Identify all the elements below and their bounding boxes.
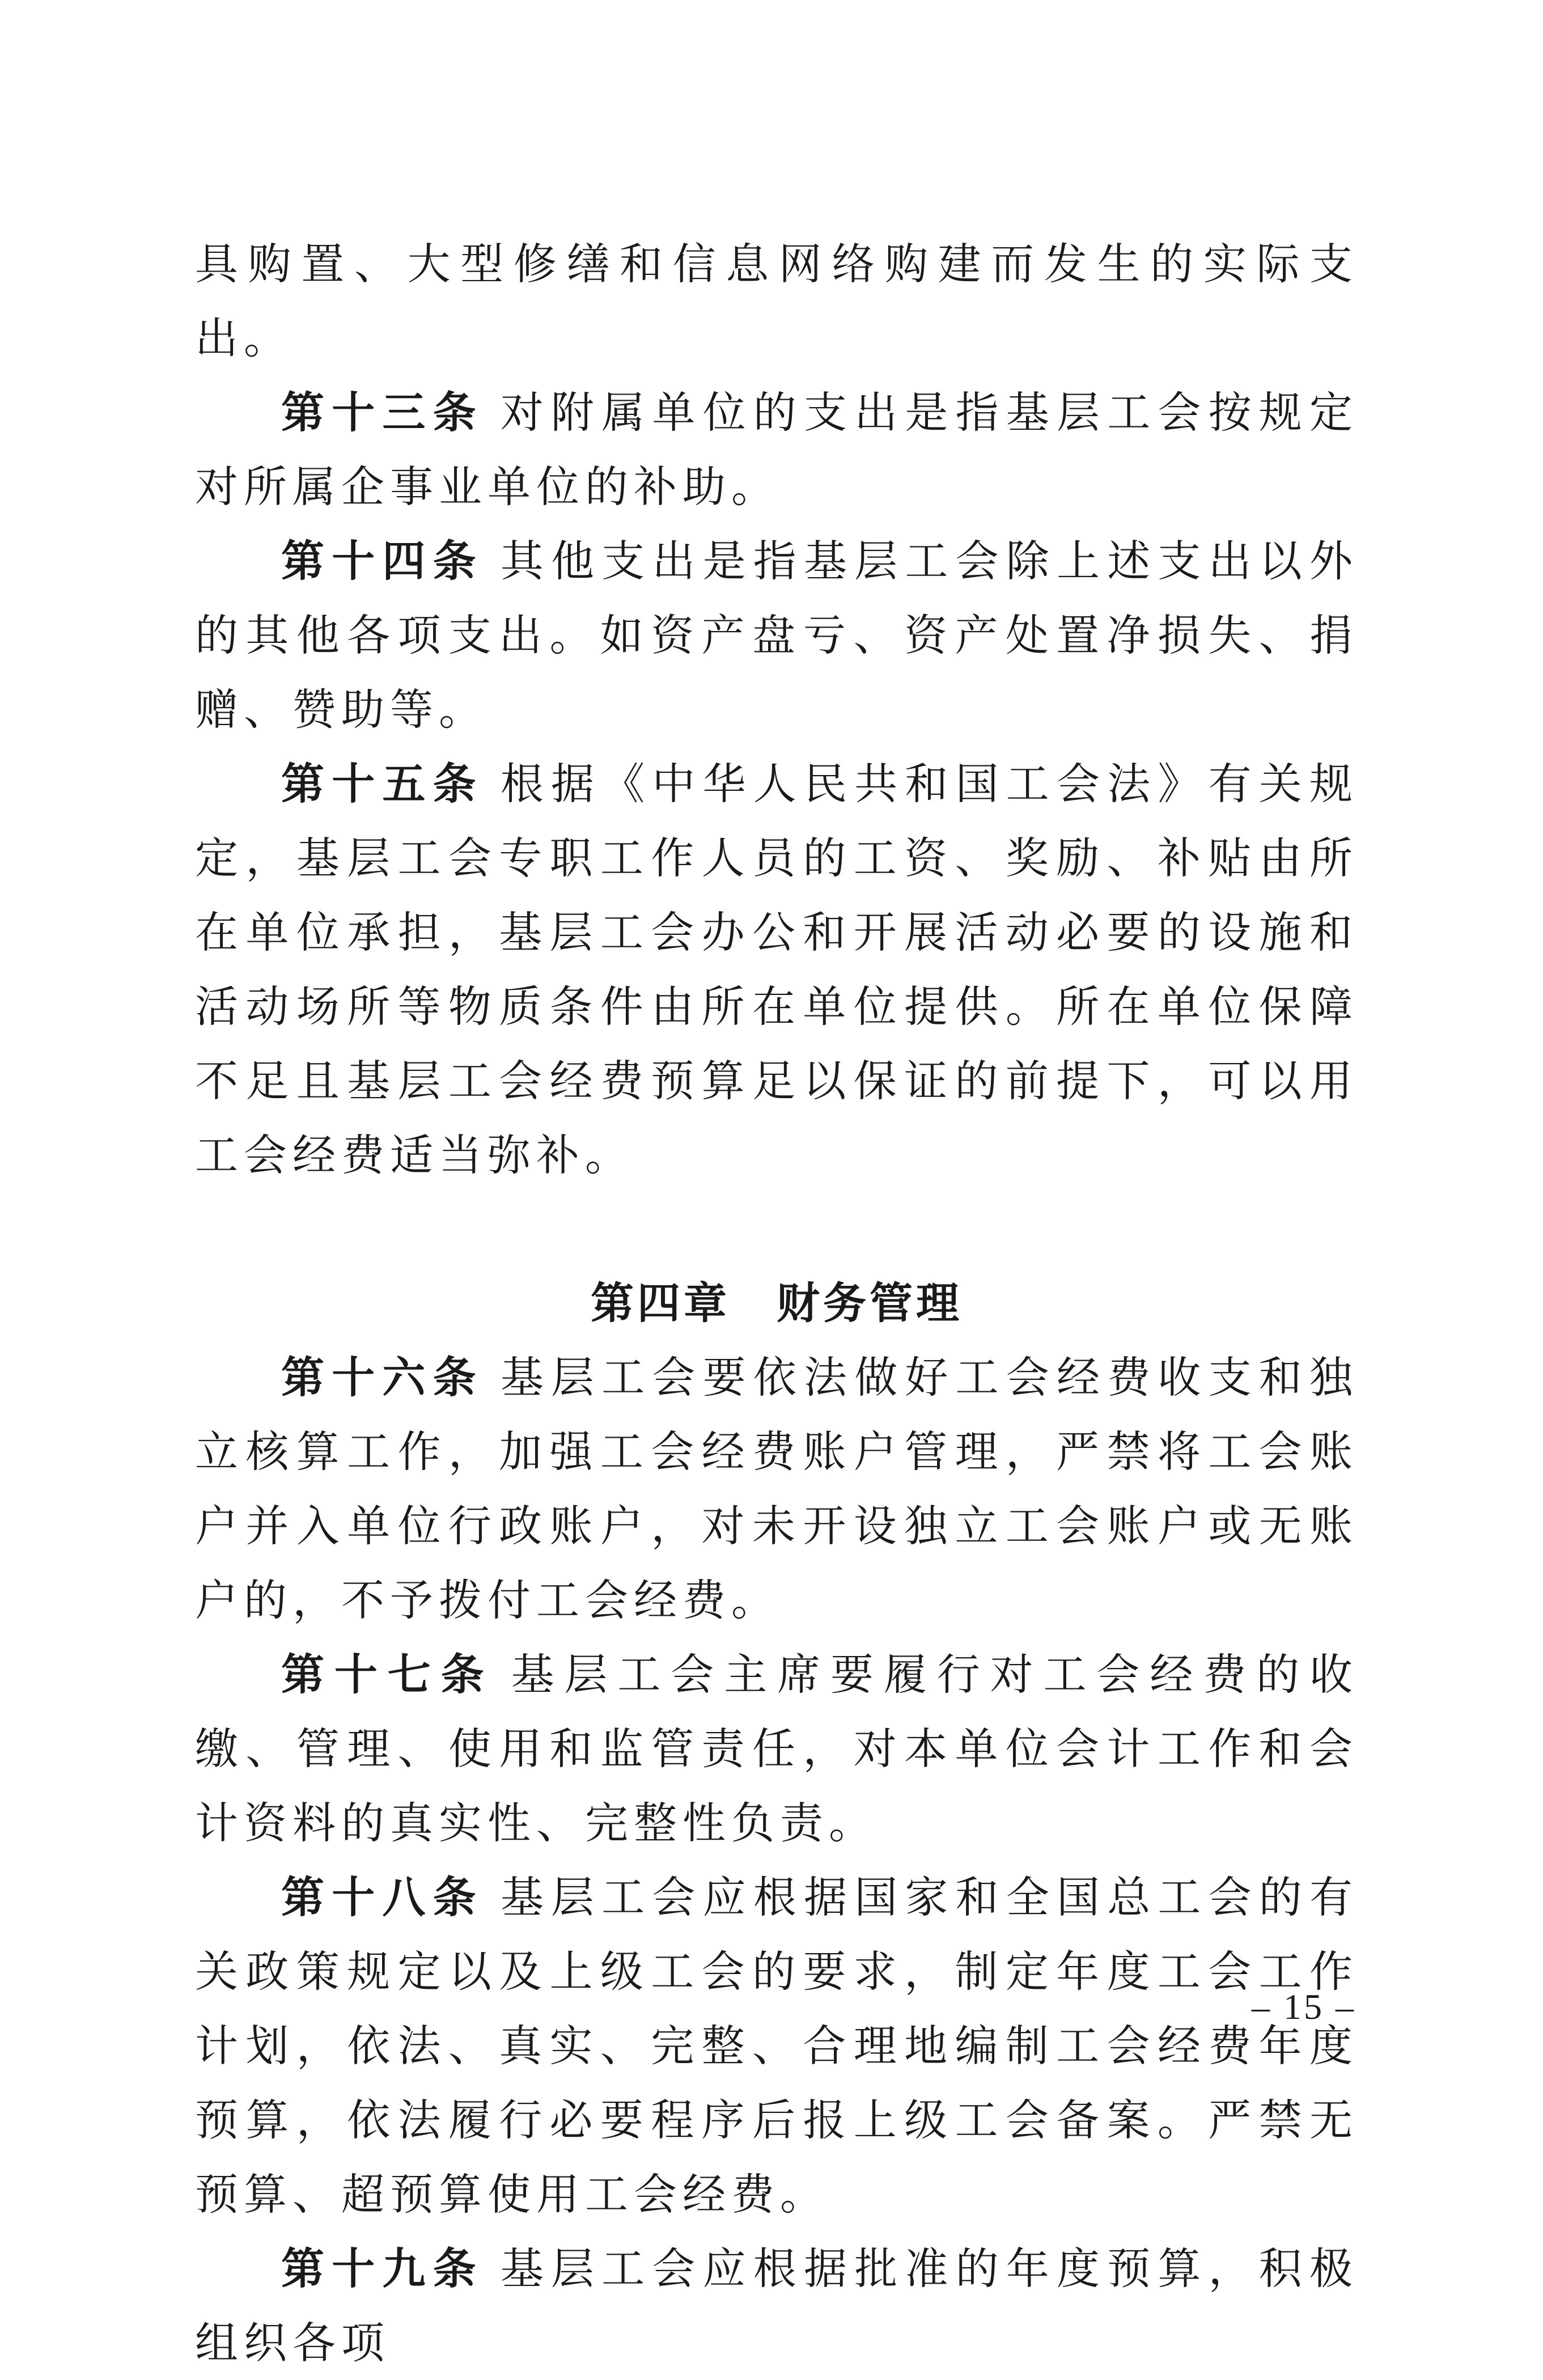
- article-text: 对附属单位的支出是指基层工会按规定对所属企事业单位的补助。: [195, 387, 1359, 512]
- article-13: [195, 375, 1358, 524]
- article-text: 其他支出是指基层工会除上述支出以外的其他各项支出。如资产盘亏、资产处置净损失、捐赠、赞助等。: [195, 536, 1359, 735]
- paragraph-continued: [195, 227, 1358, 375]
- article-17: [195, 1637, 1358, 1860]
- article-number: 第十九条: [281, 2243, 484, 2294]
- article-text: 基层工会要依法做好工会经费收支和独立核算工作，加强工会经费账户管理，严禁将工会账户并入单位行政账户，对未开设独立工会账户或无账户的，不予拨付工会经费。: [195, 1352, 1359, 1625]
- article-number: 第十四条: [281, 536, 484, 586]
- article-18: [195, 1860, 1358, 2231]
- document-body: [195, 227, 1358, 2380]
- article-number: 第十八条: [281, 1872, 484, 1922]
- article-number: 第十六条: [281, 1352, 484, 1403]
- article-16: [195, 1340, 1358, 1637]
- paragraph-text: 具购置、大型修缮和信息网络购建而发生的实际支出。: [195, 239, 1358, 363]
- article-15: [195, 747, 1358, 1192]
- article-number: 第十七条: [281, 1649, 494, 1700]
- article-number: 第十五条: [281, 759, 484, 809]
- chapter-heading: 第四章 财务管理: [591, 1278, 963, 1328]
- article-14: [195, 524, 1358, 747]
- page-number: – 15 –: [1252, 1987, 1356, 2027]
- article-text: 根据《中华人民共和国工会法》有关规定，基层工会专职工作人员的工资、奖励、补贴由所在单位承担，基层工会办公和开展活动必要的设施和活动场所等物质条件由所在单位提供。所在单位保障不足且基层工会经费预算足以保证的前提下，可以用工会经费适当弥补。: [195, 759, 1359, 1180]
- article-19: [195, 2231, 1358, 2380]
- article-text: 基层工会主席要履行对工会经费的收缴、管理、使用和监管责任，对本单位会计工作和会计资料的真实性、完整性负责。: [195, 1649, 1359, 1848]
- article-text: 基层工会应根据国家和全国总工会的有关政策规定以及上级工会的要求，制定年度工会工作计划，依法、真实、完整、合理地编制工会经费年度预算，依法履行必要程序后报上级工会备案。严禁无预算、超预算使用工会经费。: [195, 1872, 1359, 2220]
- article-number: 第十三条: [281, 387, 484, 438]
- article-text: 基层工会应根据批准的年度预算，积极组织各项: [195, 2243, 1359, 2368]
